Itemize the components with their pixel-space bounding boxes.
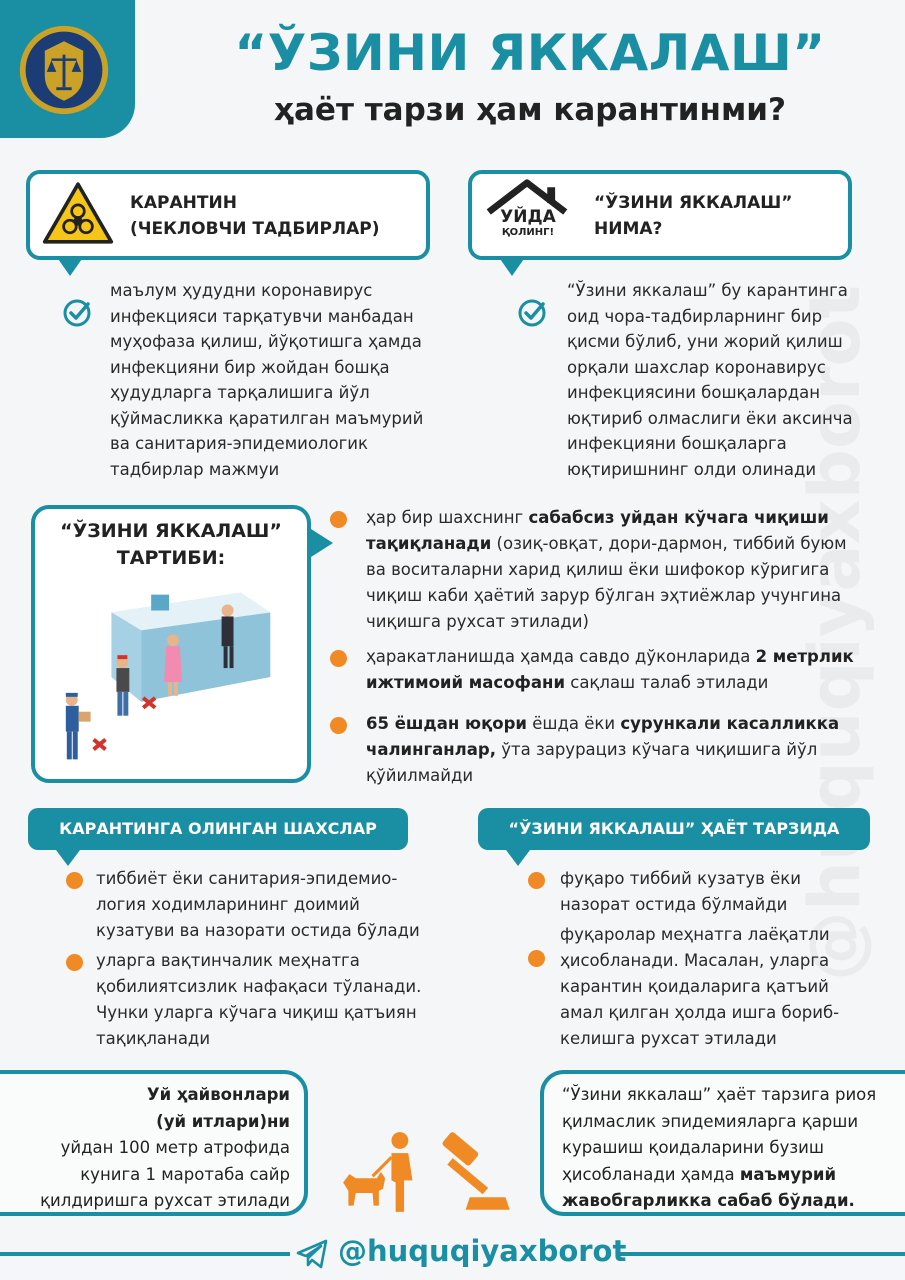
- bullet-dot: [330, 717, 347, 734]
- ministry-emblem-icon: [16, 22, 112, 118]
- logo-plate: [0, 0, 135, 138]
- order-title: “ЎЗИНИ ЯККАЛАШ” ТАРТИБИ:: [60, 520, 282, 569]
- lifestyle-bar: “ЎЗИНИ ЯККАЛАШ” ҲАЁТ ТАРЗИДА: [478, 808, 870, 850]
- bullet-dot: [528, 950, 545, 967]
- lifestyle-point-1: фуқаро тиббий кузатув ёки назорат остида бўлмайди: [560, 869, 801, 914]
- bullet-dot: [330, 511, 347, 528]
- check-circle-icon: [517, 298, 547, 328]
- quarantine-description: маълум ҳудудни коронавирус инфекцияси тарқатувчи манбадан муҳофаза қилиш, йўқотишга ҳамда инфекцияни бир жойдан бошқа ҳудудларга тарқалишига йўл қўймасликка қаратилган маъмурий ва санитария-эпидемиологик тадбирлар мажмуи: [110, 281, 424, 479]
- bullet-dot: [330, 650, 347, 667]
- check-circle-icon: [62, 298, 92, 328]
- quarantined-point-2: уларга вақтинчалик меҳнатга қобилиятсизлик нафақаси тўланади. Чунки уларга кўчага чиқиш қатъиян тақиқланади: [96, 951, 422, 1048]
- selfiso-heading: “ЎЗИНИ ЯККАЛАШ” НИМА?: [594, 193, 793, 239]
- shop-queue-illustration: [42, 582, 300, 772]
- page-subtitle: ҳаёт тарзи ҳам карантинми?: [274, 92, 786, 128]
- bullet-dot: [528, 872, 545, 889]
- penalty-info: “Ўзини яккалаш” ҳаёт тарзига риоя қилмаслик эпидемияларга қарши курашиш қоидаларини бузиш ҳисобланади ҳамда маъмурий жавобгарликка сабаб бўлади.: [562, 1085, 877, 1210]
- selfiso-description: “Ўзини яккалаш” бу карантинга оид чора-тадбирларнинг бир қисми бўлиб, уни жорий қилиш орқали шахслар коронавирус инфекциясини бошқалардан юқтириб олмаслиги ёки аксинча инфекцияни бошқаларга юқтиришнинг олди олинади: [567, 281, 853, 479]
- quarantined-point-1: тиббиёт ёки санитария-эпидемио- логия ходимларининг доимий кузатуви ва назорати остида бўлади: [96, 869, 420, 940]
- gavel-icon: [432, 1130, 516, 1214]
- lifestyle-point-2: фуқаролар меҳнатга лаёқатли ҳисобланади. Масалан, уларга карантин қоидаларига қатъий амал қилган ҳолда ишга бориб- келишга рухсат этилади: [560, 925, 840, 1048]
- quarantined-bar: КАРАНТИНГА ОЛИНГАН ШАХСЛАР: [28, 808, 408, 850]
- footer-line-right: [616, 1252, 905, 1256]
- bullet-dot: [66, 872, 83, 889]
- footer-handle[interactable]: @huquqiyaxborot: [338, 1234, 627, 1268]
- bullet-dot: [66, 954, 83, 971]
- order-rule-1: ҳар бир шахснинг сабабсиз уйдан кўчага чиқиши тақиқланади (озиқ-овқат, дори-дармон, тиббий буюм ва воситаларни харид қилиш ёки шифокор кўригига чиқиш каби ҳаётий зарур бўлган эҳтиёжлар учунгина чиқишга рухсат этилади): [366, 508, 847, 631]
- order-rule-2: ҳаракатланишда ҳамда савдо дўконларида 2 метрлик ижтимоий масофани сақлаш талаб этилади: [366, 647, 854, 692]
- house-label: УЙДА ҚОЛИНГ!: [500, 207, 556, 238]
- page-title: “ЎЗИНИ ЯККАЛАШ”: [234, 24, 826, 82]
- quarantine-heading: КАРАНТИН (ЧЕКЛОВЧИ ТАДБИРЛАР): [130, 193, 380, 239]
- order-rule-3: 65 ёшдан юқори ёшда ёки сурункали касалликка чалинганлар, ўта зарурациз кўчага чиқишига йўл қўйилмайди: [366, 714, 840, 785]
- biohazard-icon: [42, 180, 114, 246]
- telegram-icon: [296, 1238, 328, 1270]
- pets-info: Уй ҳайвонлари (уй итлари)ни уйдан 100 метр атрофида кунига 1 маротаба сайр қилдиришга рухсат этилади: [40, 1085, 290, 1210]
- footer-line-left: [0, 1252, 290, 1256]
- dog-walker-icon: [334, 1130, 430, 1214]
